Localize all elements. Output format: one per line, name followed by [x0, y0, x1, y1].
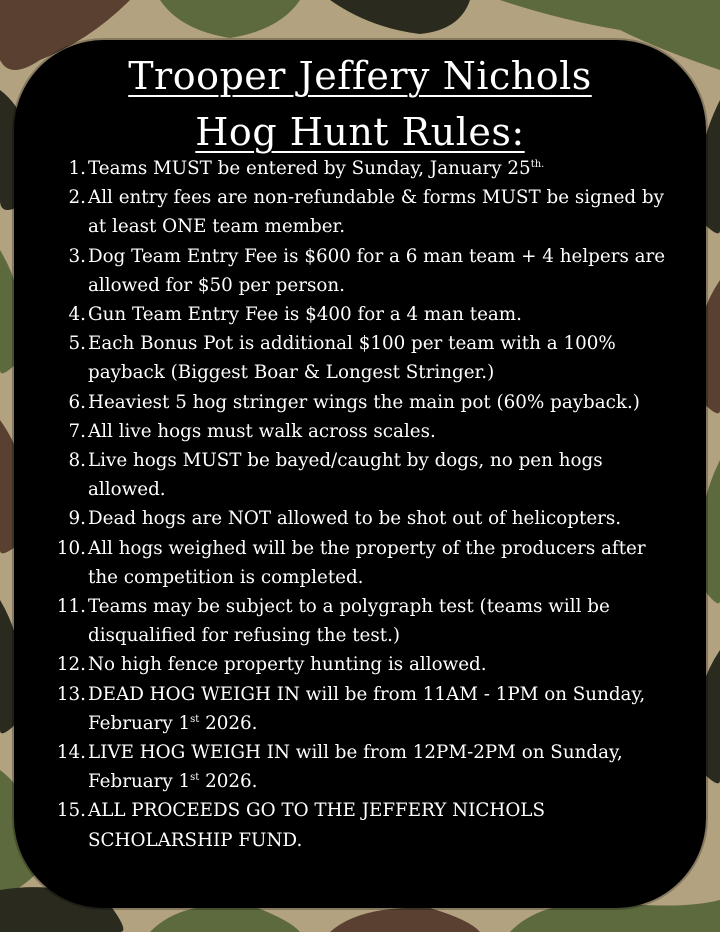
rule-text: Teams MUST be entered by Sunday, January $25^{th.}$ — [88, 158, 545, 179]
rule-text: All entry fees are non-refundable & forms MUST be signed by at least ONE team member. — [88, 187, 664, 238]
rule-number: 5. — [68, 333, 86, 355]
rule-text: No high fence property hunting is allowed. — [88, 654, 487, 676]
rule-text: Teams may be subject to a polygraph test (teams will be disqualified for refusing the test.) — [88, 596, 610, 647]
rule-text: Dead hogs are NOT allowed to be shot out of helicopters. — [88, 508, 622, 530]
rule-number: 3. — [68, 245, 86, 267]
ordinal-suffix: th. — [530, 158, 545, 170]
rule-number: 7. — [68, 420, 86, 442]
rule-text: LIVE HOG WEIGH IN will be from 12PM-2PM on Sunday, February 1st 2026. — [88, 742, 623, 793]
rule-text: Dog Team Entry Fee is $600 for a 6 man team + 4 helpers are allowed for $50 per person. — [88, 245, 666, 296]
list-item — [56, 183, 676, 241]
rule-text: Gun Team Entry Fee is $400 for a 4 man team. — [88, 304, 522, 326]
rule-number: 8. — [68, 450, 86, 472]
rule-text: ALL PROCEEDS GO TO THE JEFFERY NICHOLS SCHOLARSHIP FUND. — [88, 800, 545, 851]
list-item — [56, 650, 676, 679]
rule-number: 1. — [68, 158, 86, 179]
list-item — [56, 417, 676, 446]
rule-text: Heaviest 5 hog stringer wings the main pot (60% payback.) — [88, 391, 640, 413]
rule-text: Each Bonus Pot is additional $100 per team with a 100% payback (Biggest Boar & Longest Stringer.) — [88, 333, 616, 384]
rule-number: 13. — [56, 683, 86, 705]
list-item — [56, 504, 676, 533]
list-item — [56, 242, 676, 300]
page-title — [0, 48, 720, 160]
rule-number: 6. — [68, 391, 86, 413]
list-item — [56, 388, 676, 417]
title-line-2: Hog Hunt Rules: — [195, 110, 525, 154]
list-item — [56, 738, 676, 796]
list-item — [56, 592, 676, 650]
rule-number: 9. — [68, 508, 86, 530]
rule-text: All hogs weighed will be the property of the producers after the competition is completed. — [88, 537, 646, 588]
list-item — [56, 154, 676, 183]
rule-number: 4. — [68, 304, 86, 326]
list-item — [56, 534, 676, 592]
rule-text: DEAD HOG WEIGH IN will be from 11AM - 1PM on Sunday, February 1st 2026. — [88, 683, 646, 734]
title-line-1: Trooper Jeffery Nichols — [128, 54, 592, 98]
rule-text: Live hogs MUST be bayed/caught by dogs, no pen hogs allowed. — [88, 450, 603, 501]
ordinal-suffix: st — [190, 713, 200, 725]
rules-list — [56, 154, 676, 855]
list-item — [56, 446, 676, 504]
list-item — [56, 680, 676, 738]
rule-number: 2. — [68, 187, 86, 209]
rule-number: 15. — [56, 800, 86, 822]
rule-number: 12. — [56, 654, 86, 676]
ordinal-suffix: st — [190, 772, 200, 784]
list-item — [56, 796, 676, 854]
list-item — [56, 329, 676, 387]
rule-number: 10. — [56, 537, 86, 559]
rule-number: 11. — [56, 596, 86, 618]
rule-number: 14. — [56, 742, 86, 764]
list-item — [56, 300, 676, 329]
rule-text: All live hogs must walk across scales. — [88, 420, 436, 442]
